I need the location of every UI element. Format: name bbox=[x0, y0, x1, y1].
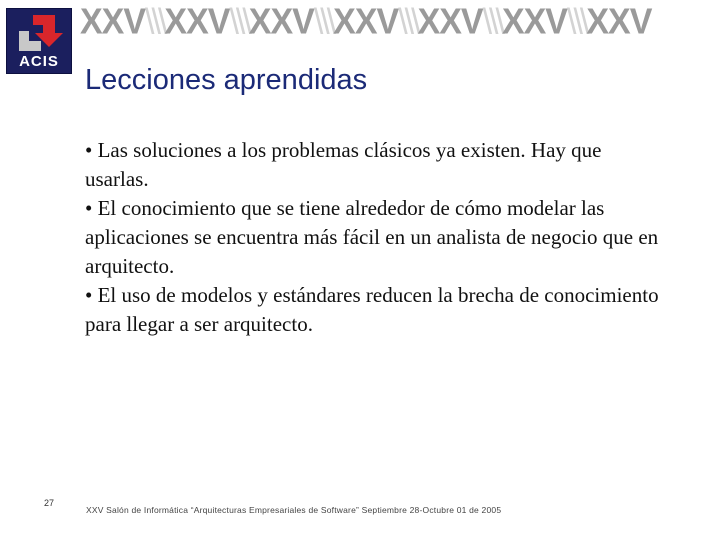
bullet-item: • Las soluciones a los problemas clásicos ya existen. Hay que usarlas. bbox=[85, 138, 602, 191]
xxv-banner: XXV\\\XXV\\\XXV\\\XXV\\\XXV\\\XXV\\\XXV bbox=[80, 2, 652, 42]
bullet-item: • El uso de modelos y estándares reducen la brecha de conocimiento para llegar a ser arquitecto. bbox=[85, 283, 659, 336]
logo-text: ACIS bbox=[19, 53, 59, 70]
banner-xxv: XXV bbox=[501, 2, 567, 42]
banner-xxv: XXV bbox=[164, 2, 230, 42]
slide-body bbox=[85, 136, 665, 339]
banner-xxv: XXV bbox=[586, 2, 652, 42]
banner-xxv: XXV bbox=[417, 2, 483, 42]
acis-logo bbox=[6, 8, 72, 74]
acis-logo-arrow-icon bbox=[11, 11, 67, 55]
footer-text: XXV Salón de Informática “Arquitecturas Empresariales de Software” Septiembre 28-Octubre 01 de 2005 bbox=[86, 505, 502, 515]
slide-title: Lecciones aprendidas bbox=[85, 64, 368, 96]
banner-xxv: XXV bbox=[80, 2, 146, 42]
banner-xxv: XXV bbox=[248, 2, 314, 42]
bullet-item: • El conocimiento que se tiene alrededor de cómo modelar las aplicaciones se encuentra más fácil en un analista de negocio que en arquitecto. bbox=[85, 196, 659, 278]
banner-xxv: XXV bbox=[333, 2, 399, 42]
page-number: 27 bbox=[44, 498, 55, 508]
